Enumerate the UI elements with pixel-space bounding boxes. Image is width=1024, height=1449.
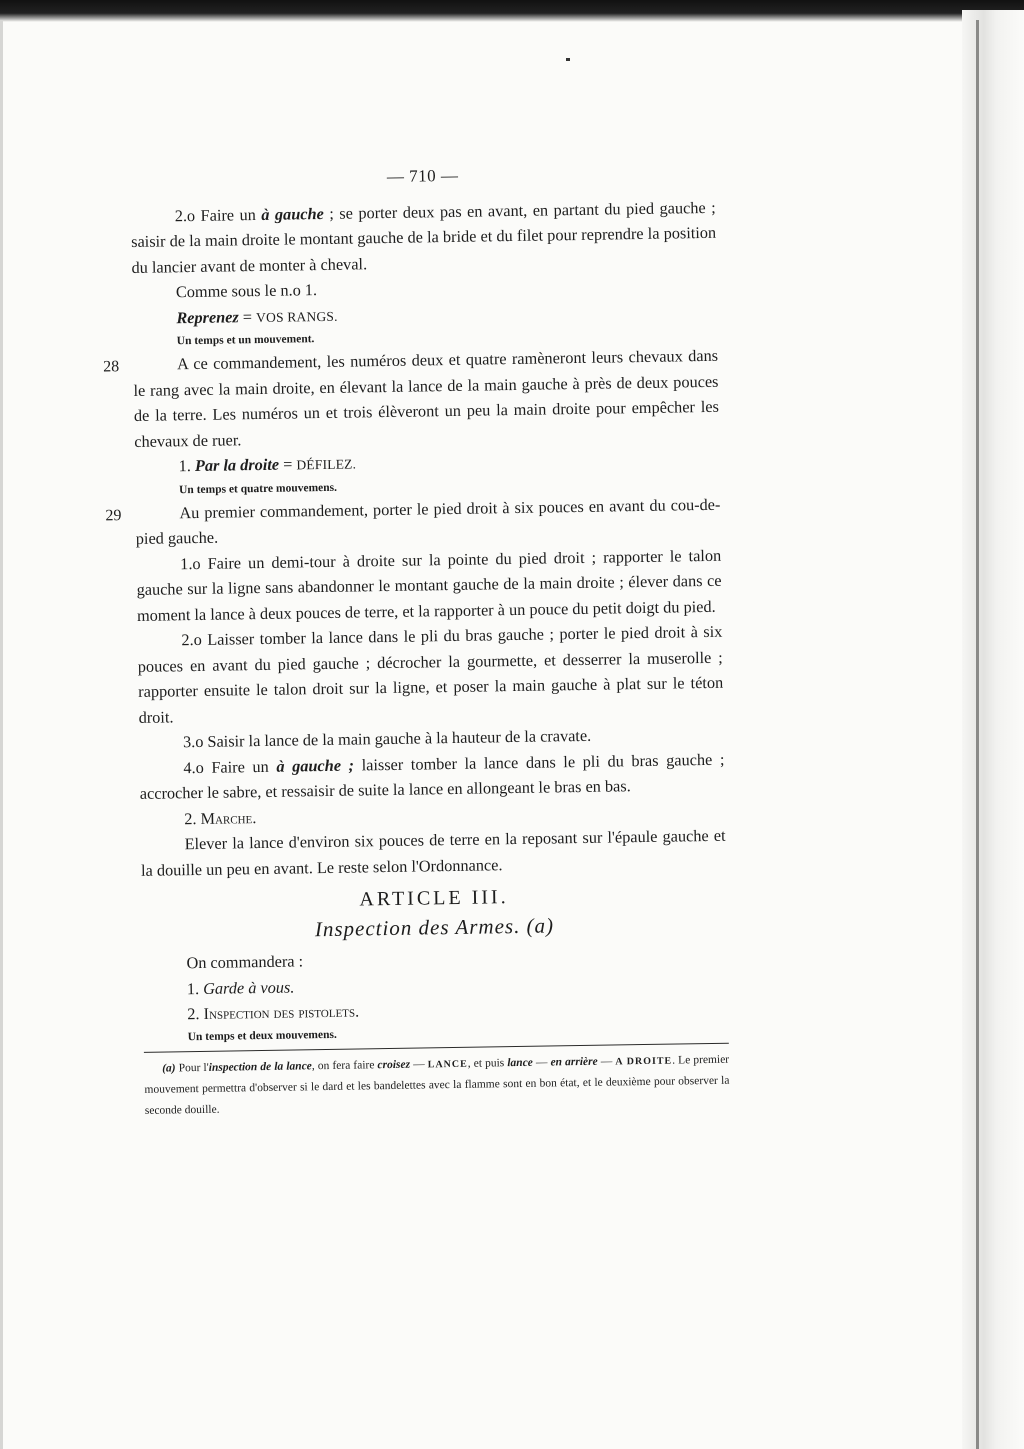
page-number: — 710 — xyxy=(386,165,459,186)
command-inspection: 2. Inspection des pistolets. xyxy=(187,1001,360,1024)
paragraph-step-3: 3.o Saisir la lance de la main gauche à la hauteur de la cravate. xyxy=(182,725,592,752)
paragraph-step-2: 2.o Faire un à gauche ; se porter deux pas en avant, en partant du pied gauche ; saisir de la main droite le montant gauche de la bride et du filet pour reprendre la position du lancier avant de monter à cheval. xyxy=(131,197,717,277)
page-gutter-shadow xyxy=(962,10,1024,1449)
margin-number-29: 29 xyxy=(105,506,122,524)
paragraph-step-4: 4.o Faire un à gauche ; laisser tomber la lance dans le pli du bras gauche ; accrocher le sabre, et ressaisir de suite la lance en allongeant le bras en bas. xyxy=(139,749,725,803)
page-right-edge xyxy=(976,20,979,1449)
article-title: Inspection des Armes. (a) xyxy=(314,913,555,942)
section-29 xyxy=(105,491,721,551)
scan-top-border xyxy=(0,0,1024,22)
italic-command: à gauche xyxy=(261,203,324,224)
scan-left-edge xyxy=(0,20,3,1449)
paragraph-comme: Comme sous le n.o 1. xyxy=(175,280,318,302)
timing-note: Un temps et un mouvement. xyxy=(176,333,315,348)
footnote: (a) Pour l'inspection de la lance, on fera faire croisez — LANCE, et puis lance — en arrière — A DROITE. Le premier mouvement permettra d'observer si le dard et les bandelettes avec la flamme sont en bon état, et le deuxième pour observer la seconde douille. xyxy=(144,1053,730,1117)
paragraph-elever: Elever la lance d'environ six pouces de terre en la reposant sur l'épaule gauche et la douille un peu en avant. Le reste selon l'Ordonnance. xyxy=(140,825,726,880)
paragraph-step-1: 1.o Faire un demi-tour à droite sur la pointe du pied droit ; rapporter le talon gauche sur la ligne sans abandonner le montant gauche de la main droite ; élever dans ce moment la lance à deux pouces de terre, et la rapporter à un pouce du petit doigt du pied. xyxy=(136,545,722,625)
timing-note: Un temps et deux mouvemens. xyxy=(187,1028,337,1043)
scan-speck xyxy=(566,58,570,61)
paragraph-ramener: A ce commandement, les numéros deux et quatre ramèneront leurs chevaux dans le rang avec la main droite, en élevant la lance de la main gauche à près de deux pouces de la terre. Les numéros un et trois élèveront un peu la main droite pour empêcher les chevaux de ruer. xyxy=(133,345,719,451)
paragraph-step-2b: 2.o Laisser tomber la lance dans le pli du bras gauche ; porter le pied droit à six pouces en avant du pied gauche ; décrocher la gourmette, et desserrer la muserolle ; rapporter ensuite le talon droit sur la ligne, et poser la main gauche à plat sur le téton droit. xyxy=(137,621,724,727)
paragraph-premier-commandement: Au premier commandement, porter le pied droit à six pouces en avant du cou-de-pied gauche. xyxy=(135,494,721,548)
paragraph-on-commandera: On commandera : xyxy=(186,951,304,973)
timing-note: Un temps et quatre mouvemens. xyxy=(178,481,338,496)
section-28 xyxy=(102,343,720,454)
article-heading: ARTICLE III. xyxy=(359,886,509,911)
command-reprenez: Reprenez = VOS RANGS. xyxy=(176,306,338,327)
command-garde: 1. Garde à vous. xyxy=(186,977,295,998)
document-page xyxy=(102,159,730,1122)
command-marche: 2. Marche. xyxy=(184,807,257,828)
command-defilez: 1. Par la droite = DÉFILEZ. xyxy=(178,454,357,476)
margin-number-28: 28 xyxy=(102,358,120,376)
